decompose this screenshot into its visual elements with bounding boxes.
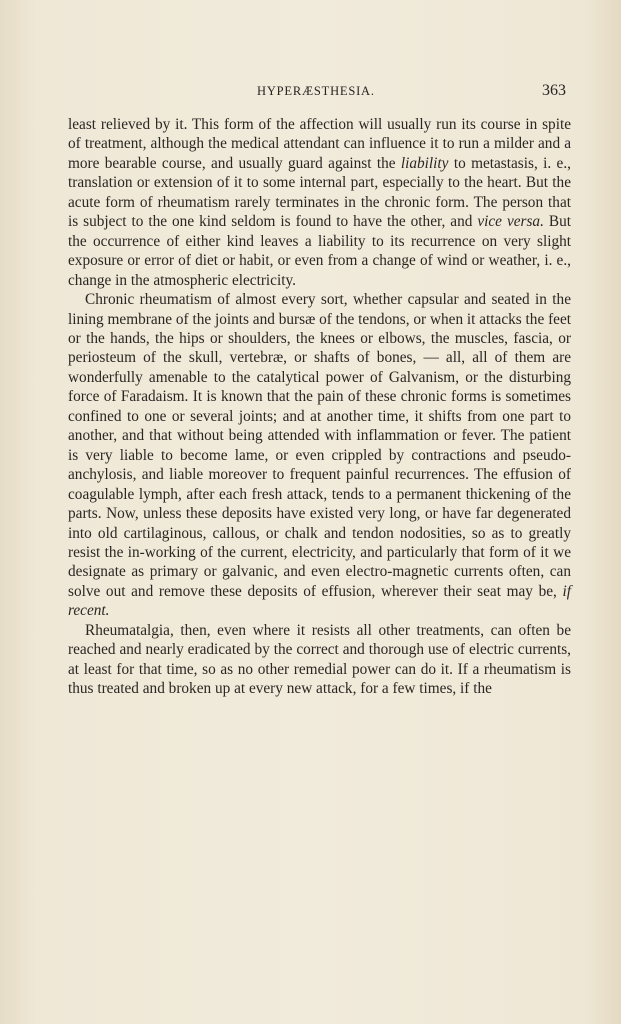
paragraph-1	[68, 115, 571, 290]
body-text	[68, 115, 571, 699]
page-header	[0, 82, 621, 102]
page-number: 363	[542, 82, 566, 99]
text-segment: But the occurrence of either kind leaves a liability to its recurrence on very slight exposure or error of diet or habit, or even from a change of wind or weather, i. e., change in the atmospheric electricity.	[68, 213, 571, 289]
running-title: HYPERÆSTHESIA.	[257, 84, 375, 98]
italic-text-segment: if recent.	[68, 582, 571, 620]
paragraph-3	[68, 621, 571, 699]
paragraph-2	[68, 290, 571, 621]
text-segment: to metastasis, i. e., translation or extension of it to some internal part, especially to the heart. But the acute form of rheumatism rarely terminates in the chronic form. The person that is subject to the one kind seldom is found to have the other, and	[68, 154, 571, 231]
italic-text-segment: liability	[400, 154, 449, 172]
text-segment: Rheumatalgia, then, even where it resists all other treatments, can often be reached and nearly eradicated by the correct and thorough use of electric currents, at least for that time, so as no other remedial power can do it. If a rheumatism is thus treated and broken up at every new attack, for a few times, if the	[68, 621, 571, 698]
text-segment: least relieved by it. This form of the affection will usually run its course in spite of treatment, although the medical attendant can influence it to run a milder and a more bearable course, and usually guard against the	[68, 116, 571, 172]
text-segment: Chronic rheumatism of almost every sort, whether capsular and seated in the lining membrane of the joints and bursæ of the tendons, or when it attacks the feet or the hands, the hips or shoulders, the knees or elbows, the muscles, fascia, or periosteum of the skull, vertebræ, or shafts of bones, — all, all of them are wonderfully amenable to the catalytical power of Galvanism, or the disturbing force of Faradaism. It is known that the pain of these chronic forms is sometimes confined to one or several joints; and at another time, it shifts from one part to another, and that without being attended with inflammation or fever. The patient is very liable to become lame, or even crippled by contractions and pseudo-anchylosis, and liable moreover to frequent painful recurrences. The effusion of coagulable lymph, after each fresh attack, tends to a permanent thickening of the parts. Now, unless these deposits have existed very long, or have far degenerated into old cartilaginous, callous, or chalk and tendon nodosities, so as to greatly resist the in-working of the current, electricity, and particularly that form of it we designate as primary or galvanic, and even electro-magnetic currents often, can solve out and remove these deposits of effusion, wherever their seat may be,	[68, 291, 571, 600]
italic-text-segment: vice versa.	[477, 213, 544, 231]
